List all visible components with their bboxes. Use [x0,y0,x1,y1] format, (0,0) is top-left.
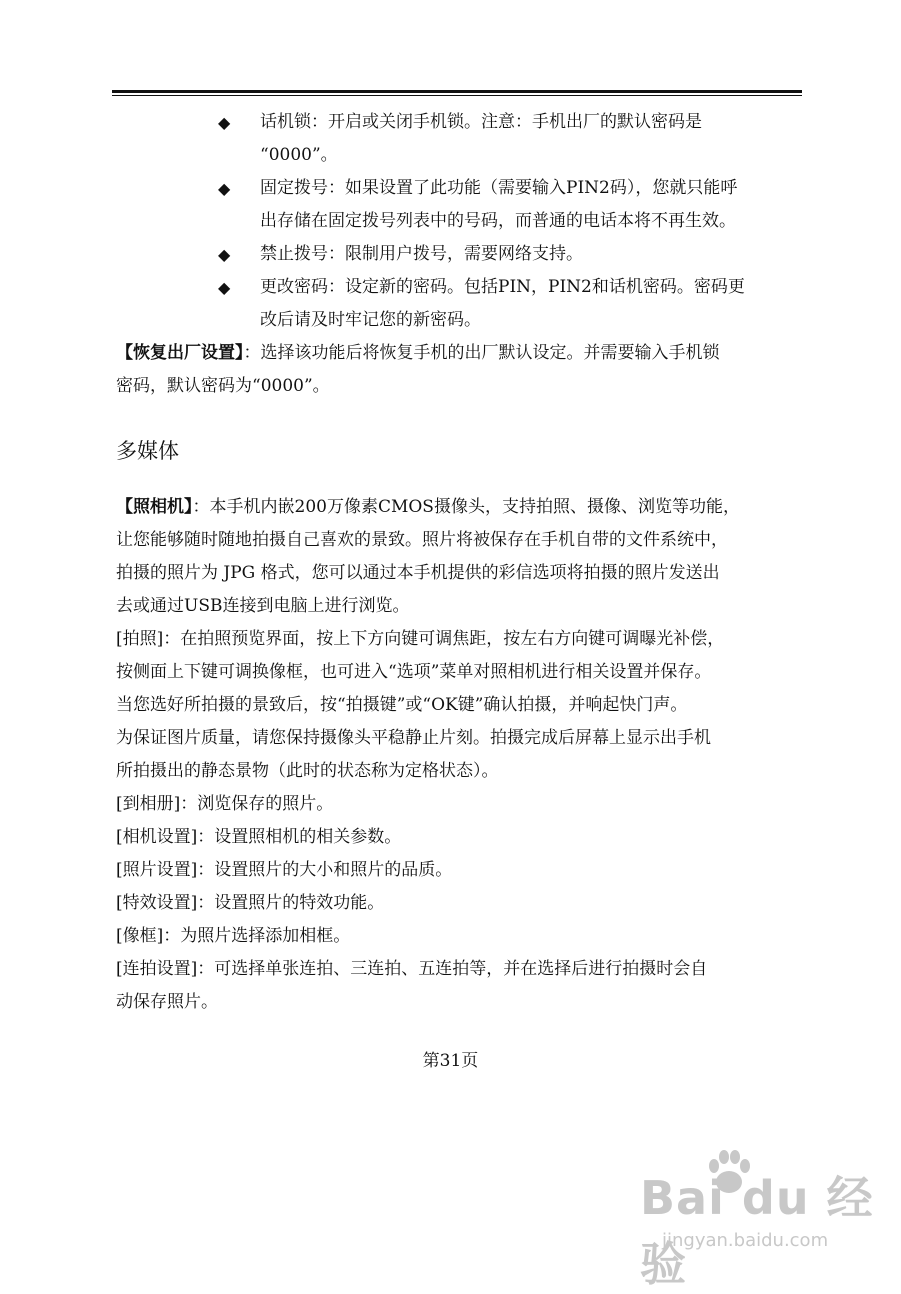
bullet-fixed-dialing [116,172,806,238]
bullet-phone-lock [116,106,806,172]
restore-factory-paragraph [116,337,806,403]
restore-text: ：选择该功能后将恢复手机的出厂默认设定。并需要输入手机锁 [243,343,720,363]
section-title: 多媒体 [116,439,179,463]
page-number: 第31页 [422,1051,479,1071]
camera-line: 拍摄的照片为 JPG 格式，您可以通过本手机提供的彩信选项将拍摄的照片发送出 [116,563,720,583]
bullet-line: 改后请及时牢记您的新密码。 [260,310,481,330]
bullet-line: 禁止拨号：限制用户拨号，需要网络支持。 [260,244,583,264]
camera-paragraph [116,491,806,623]
text-line: 当您选好所拍摄的景致后，按“拍摄键”或“OK键”确认拍摄，并响起快门声。 [116,695,688,715]
camera-details [116,623,806,1019]
text-line: 所拍摄出的静态景物（此时的状态称为定格状态）。 [116,761,499,781]
camera-line: 去或通过USB连接到电脑上进行浏览。 [116,596,410,616]
camera-line: 让您能够随时随地拍摄自己喜欢的景致。照片将被保存在手机自带的文件系统中， [116,530,728,550]
bullet-line: 话机锁：开启或关闭手机锁。注意：手机出厂的默认密码是 [260,112,702,132]
bullet-line: “0000”。 [260,145,338,165]
text-line: 动保存照片。 [116,992,218,1012]
text-line: [特效设置]：设置照片的特效功能。 [116,893,385,913]
diamond-bullet-icon: ◆ [218,113,231,132]
text-line: [连拍设置]：可选择单张连拍、三连拍、五连拍等，并在选择后进行拍摄时会自 [116,959,708,979]
text-line: [相机设置]：设置照相机的相关参数。 [116,827,402,847]
restore-label: 【恢复出厂设置】 [116,343,244,363]
camera-label: 【照相机】 [116,497,193,517]
bullet-line: 出存储在固定拨号列表中的号码，而普通的电话本将不再生效。 [260,211,736,231]
camera-text: ：本手机内嵌200万像素CMOS摄像头，支持拍照、摄像、浏览等功能， [192,497,740,517]
text-line: 为保证图片质量，请您保持摄像头平稳静止片刻。拍摄完成后屏幕上显示出手机 [116,728,711,748]
baidu-jingyan-watermark [640,1150,880,1291]
bullet-line: 固定拨号：如果设置了此功能（需要输入PIN2码），您就只能呼 [260,178,738,198]
diamond-bullet-icon: ◆ [218,278,231,297]
diamond-bullet-icon: ◆ [218,179,231,198]
bullet-change-password [116,271,806,337]
text-line: [像框]：为照片选择添加相框。 [116,926,351,946]
text-line: [到相册]：浏览保存的照片。 [116,794,334,814]
bullet-line: 更改密码：设定新的密码。包括PIN，PIN2和话机密码。密码更 [260,277,745,297]
header-rule-thin [112,95,802,96]
watermark-url: jingyan.baidu.com [662,1230,829,1251]
header-rule [112,90,802,93]
text-line: [照片设置]：设置照片的大小和照片的品质。 [116,860,453,880]
restore-text-line2: 密码，默认密码为“0000”。 [116,376,330,396]
diamond-bullet-icon: ◆ [218,245,231,264]
text-line: 按侧面上下键可调换像框，也可进入“选项”菜单对照相机进行相关设置并保存。 [116,662,712,682]
text-line: [拍照]：在拍照预览界面，按上下方向键可调焦距，按左右方向键可调曝光补偿， [116,629,725,649]
document-body [116,106,806,1019]
watermark-logo: Bai du 经验 [640,1171,874,1291]
bullet-barred-dialing [116,238,806,271]
